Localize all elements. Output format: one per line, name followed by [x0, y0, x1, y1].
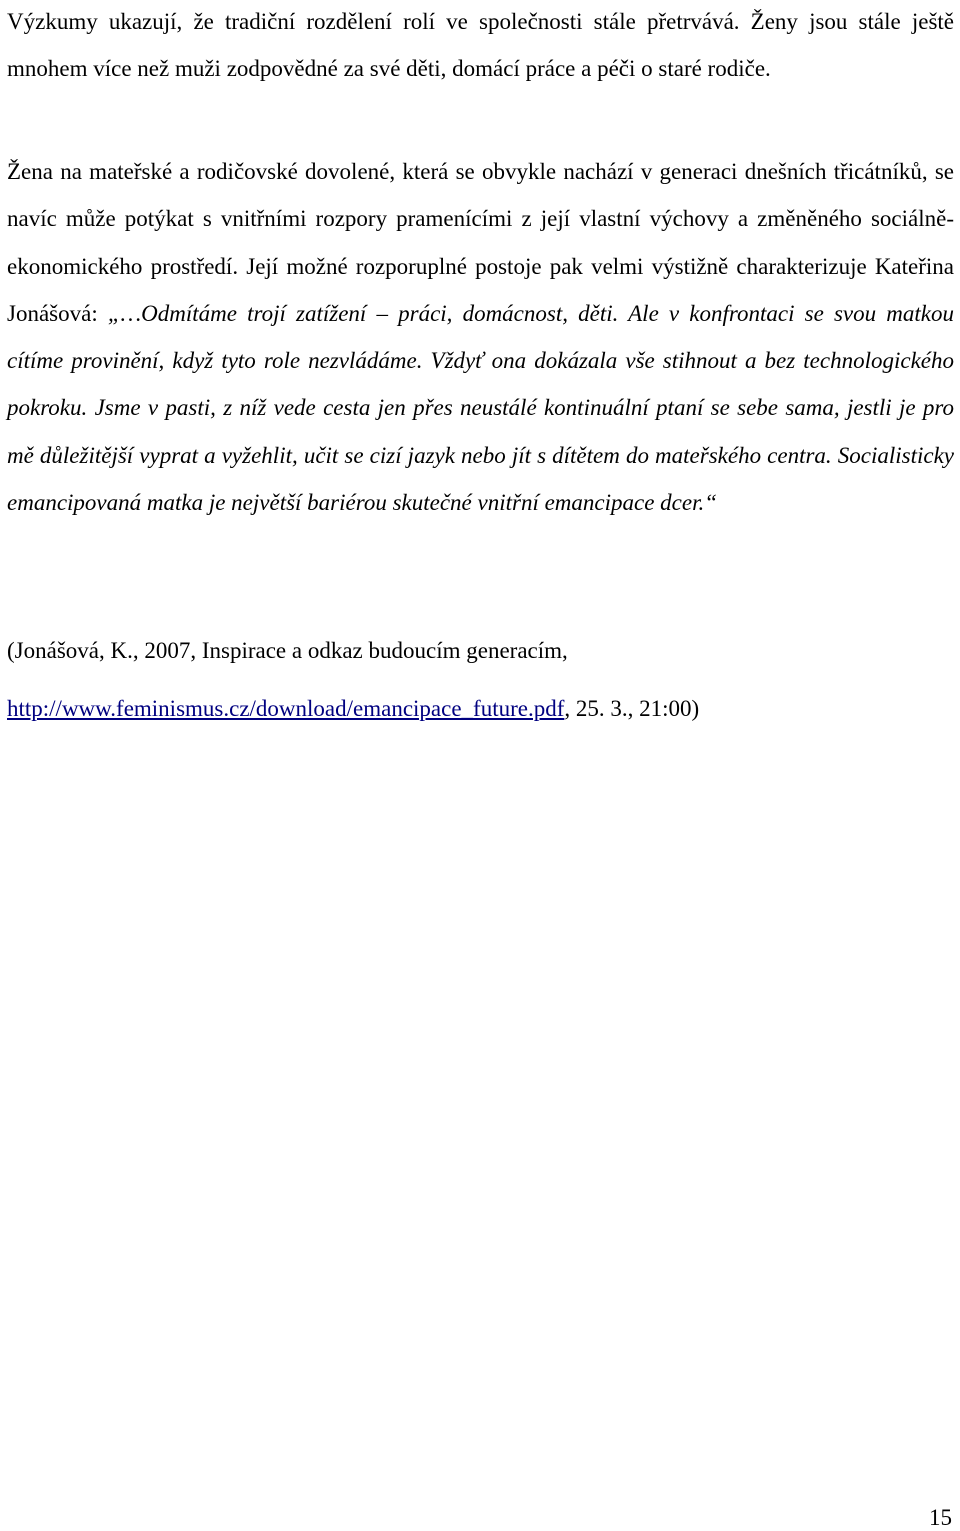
citation-link-line — [7, 695, 947, 723]
jonasova-quote: „…Odmítáme trojí zatížení – práci, domácnost, děti. Ale v konfrontaci se svou matkou cítíme provinění, když tyto role nezvládáme. Vždyť ona dokázala vše stihnout a bez technologického pokroku. Jsme v pasti, z níž vede cesta jen přes neustálé kontinuální ptaní se sebe sama, jestli je pro mě důležitější vyprat a vyžehlit, učit se cizí jazyk nebo jít s dítětem do mateřského centra. Socialisticky emancipovaná matka je největší bariérou skutečné vnitřní emancipace dcer.“ — [7, 300, 954, 516]
paragraph-intro-text: Žena na mateřské a rodičovské dovolené, která se obvykle nachází v generaci dnešních třicátníků, se navíc může potýkat s vnitřními rozpory pramenícími z její vlastní výchovy a změněného sociálně-ekonomického prostředí. Její možné rozporuplné postoje pak velmi výstižně charakterizuje Kateřina Jonášová: — [7, 159, 954, 326]
citation-date: , 25. 3., 21:00) — [564, 696, 700, 721]
paragraph-maternity-leave — [7, 148, 954, 526]
paragraph-traditional-roles: Výzkumy ukazují, že tradiční rozdělení rolí ve společnosti stále přetrvává. Ženy jsou stále ještě mnohem více než muži zodpovědné za své děti, domácí práce a péči o staré rodiče. — [7, 9, 954, 82]
source-url-link[interactable]: http://www.feminismus.cz/download/emancipace_future.pdf — [7, 696, 565, 721]
page-number: 15 — [929, 1505, 952, 1530]
citation-source: (Jonášová, K., 2007, Inspirace a odkaz budoucím generacím, — [7, 638, 568, 663]
